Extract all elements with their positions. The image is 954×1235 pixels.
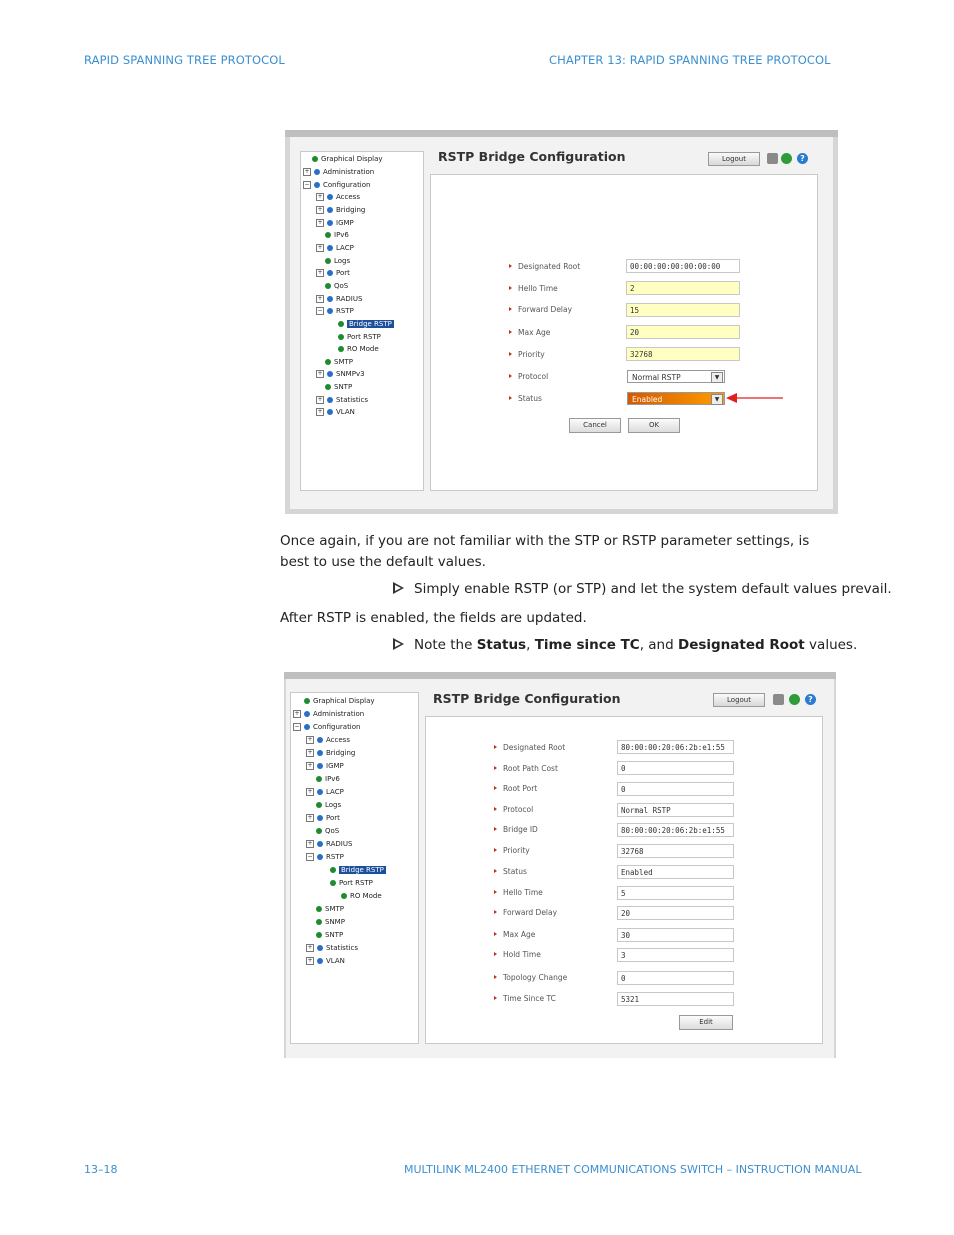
hold-time-field: 3 [617,948,734,962]
tree-logs[interactable]: Logs [316,799,341,811]
priority-field: 32768 [617,844,734,858]
screenshot-rstp-config-before [285,130,838,514]
designated-root-field[interactable]: 00:00:00:00:00:00:00 [626,259,740,273]
tree-port[interactable]: + Port [317,269,350,277]
status-select[interactable]: Enabled ▼ [627,392,725,405]
cancel-button[interactable]: Cancel [569,418,621,433]
root-path-cost-field: 0 [617,761,734,775]
content-panel [425,716,823,1044]
field-label: Topology Change [494,973,567,982]
tree-access[interactable]: + Access [307,736,350,744]
tree-port-rstp[interactable]: Port RSTP [338,331,381,343]
tree-ro-mode[interactable]: RO Mode [338,343,379,355]
logout-button[interactable]: Logout [713,693,765,707]
bullet-triangle-icon [393,582,404,594]
max-age-field: 30 [617,928,734,942]
field-label: Priority [494,846,530,855]
tree-radius[interactable]: + RADIUS [307,840,353,848]
max-age-input[interactable]: 20 [626,325,740,339]
edit-button[interactable]: Edit [679,1015,733,1030]
screenshot-rstp-config-after [284,672,836,1058]
field-label: Max Age [494,930,535,939]
field-label: Hold Time [494,950,541,959]
tree-ro-mode[interactable]: RO Mode [341,890,382,902]
tree-smtp[interactable]: SMTP [325,356,353,368]
tree-access[interactable]: + Access [317,193,360,201]
help-icon[interactable]: ? [797,153,808,164]
tree-administration[interactable]: + Administration [294,710,365,718]
callout-arrow-icon [725,390,785,406]
tree-sntp[interactable]: SNTP [316,929,343,941]
save-icon[interactable] [773,694,784,705]
content-panel [430,174,818,491]
tree-vlan[interactable]: + VLAN [317,408,355,416]
topology-change-field: 0 [617,971,734,985]
page-title: RSTP Bridge Configuration [438,149,626,164]
tree-ipv6[interactable]: IPv6 [316,773,340,785]
save-icon[interactable] [767,153,778,164]
bullet-enable-rstp: Simply enable RSTP (or STP) and let the system default values prevail. [393,581,892,597]
field-label: Hello Time [494,888,543,897]
field-label: Max Age [509,328,550,337]
tree-snmpv3[interactable]: + SNMPv3 [317,370,365,378]
screenshot-frame [286,679,834,1058]
tree-port-rstp[interactable]: Port RSTP [330,877,373,889]
paragraph-fields-updated: After RSTP is enabled, the fields are updated. [280,610,587,626]
time-since-tc-field: 5321 [617,992,734,1006]
tree-qos[interactable]: QoS [316,825,339,837]
tree-bridge-rstp[interactable]: Bridge RSTP [338,318,394,330]
tree-lacp[interactable]: + LACP [317,244,354,252]
tree-graphical-display[interactable]: Graphical Display [312,153,383,165]
tree-ipv6[interactable]: IPv6 [325,229,349,241]
tree-statistics[interactable]: + Statistics [317,396,368,404]
tree-lacp[interactable]: + LACP [307,788,344,796]
field-label: Root Path Cost [494,764,558,773]
tree-snmp[interactable]: SNMP [316,916,345,928]
field-label: Hello Time [509,284,558,293]
field-label: Protocol [509,372,548,381]
designated-root-field: 80:00:00:20:06:2b:e1:55 [617,740,734,754]
forward-delay-input[interactable]: 15 [626,303,740,317]
bullet-note-values: Note the Status, Time since TC, and Designated Root values. [393,637,857,653]
refresh-icon[interactable] [789,694,800,705]
manual-title: MULTILINK ML2400 ETHERNET COMMUNICATIONS SWITCH – INSTRUCTION MANUAL [404,1163,862,1176]
page-number: 13–18 [84,1163,118,1176]
tree-vlan[interactable]: + VLAN [307,957,345,965]
tree-graphical-display[interactable]: Graphical Display [304,695,375,707]
field-label: Designated Root [509,262,580,271]
tree-bridging[interactable]: + Bridging [317,206,366,214]
hello-time-field: 5 [617,886,734,900]
priority-input[interactable]: 32768 [626,347,740,361]
hello-time-input[interactable]: 2 [626,281,740,295]
screenshot-top-bar [285,130,838,137]
bridge-id-field: 80:00:00:20:06:2b:e1:55 [617,823,734,837]
tree-port[interactable]: + Port [307,814,340,822]
tree-configuration[interactable]: − Configuration [304,181,371,189]
nav-tree-panel [290,692,419,1044]
page-title: RSTP Bridge Configuration [433,691,621,706]
screenshot-frame [290,137,833,509]
field-label: Time Since TC [494,994,556,1003]
root-port-field: 0 [617,782,734,796]
paragraph-default-values: Once again, if you are not familiar with the STP or RSTP parameter settings, is best to use the default values. [280,533,810,570]
field-label: Status [509,394,542,403]
tree-smtp[interactable]: SMTP [316,903,344,915]
chevron-down-icon: ▼ [711,394,723,405]
field-label: Protocol [494,805,533,814]
running-header-right: CHAPTER 13: RAPID SPANNING TREE PROTOCOL [549,53,831,67]
tree-statistics[interactable]: + Statistics [307,944,358,952]
help-icon[interactable]: ? [805,694,816,705]
logout-button[interactable]: Logout [708,152,760,166]
tree-sntp[interactable]: SNTP [325,381,352,393]
tree-radius[interactable]: + RADIUS [317,295,363,303]
field-label: Status [494,867,527,876]
field-label: Forward Delay [509,305,572,314]
refresh-icon[interactable] [781,153,792,164]
field-label: Priority [509,350,545,359]
tree-rstp[interactable]: − RSTP [307,853,344,861]
tree-administration[interactable]: + Administration [304,168,375,176]
status-field: Enabled [617,865,734,879]
field-label: Root Port [494,784,537,793]
tree-rstp[interactable]: − RSTP [317,307,354,315]
field-label: Bridge ID [494,825,538,834]
tree-bridge-rstp[interactable]: Bridge RSTP [330,864,386,876]
field-label: Forward Delay [494,908,557,917]
forward-delay-field: 20 [617,906,734,920]
bullet-triangle-icon [393,638,404,650]
tree-igmp[interactable]: + IGMP [317,219,354,227]
tree-bridging[interactable]: + Bridging [307,749,356,757]
screenshot-top-bar [284,672,836,679]
running-header-left: RAPID SPANNING TREE PROTOCOL [84,53,285,67]
chevron-down-icon: ▼ [711,372,723,383]
tree-qos[interactable]: QoS [325,280,348,292]
ok-button[interactable]: OK [628,418,680,433]
nav-tree-panel [300,151,424,491]
tree-logs[interactable]: Logs [325,255,350,267]
tree-configuration[interactable]: − Configuration [294,723,361,731]
protocol-select[interactable]: Normal RSTP ▼ [627,370,725,383]
tree-igmp[interactable]: + IGMP [307,762,344,770]
field-label: Designated Root [494,743,565,752]
protocol-field: Normal RSTP [617,803,734,817]
